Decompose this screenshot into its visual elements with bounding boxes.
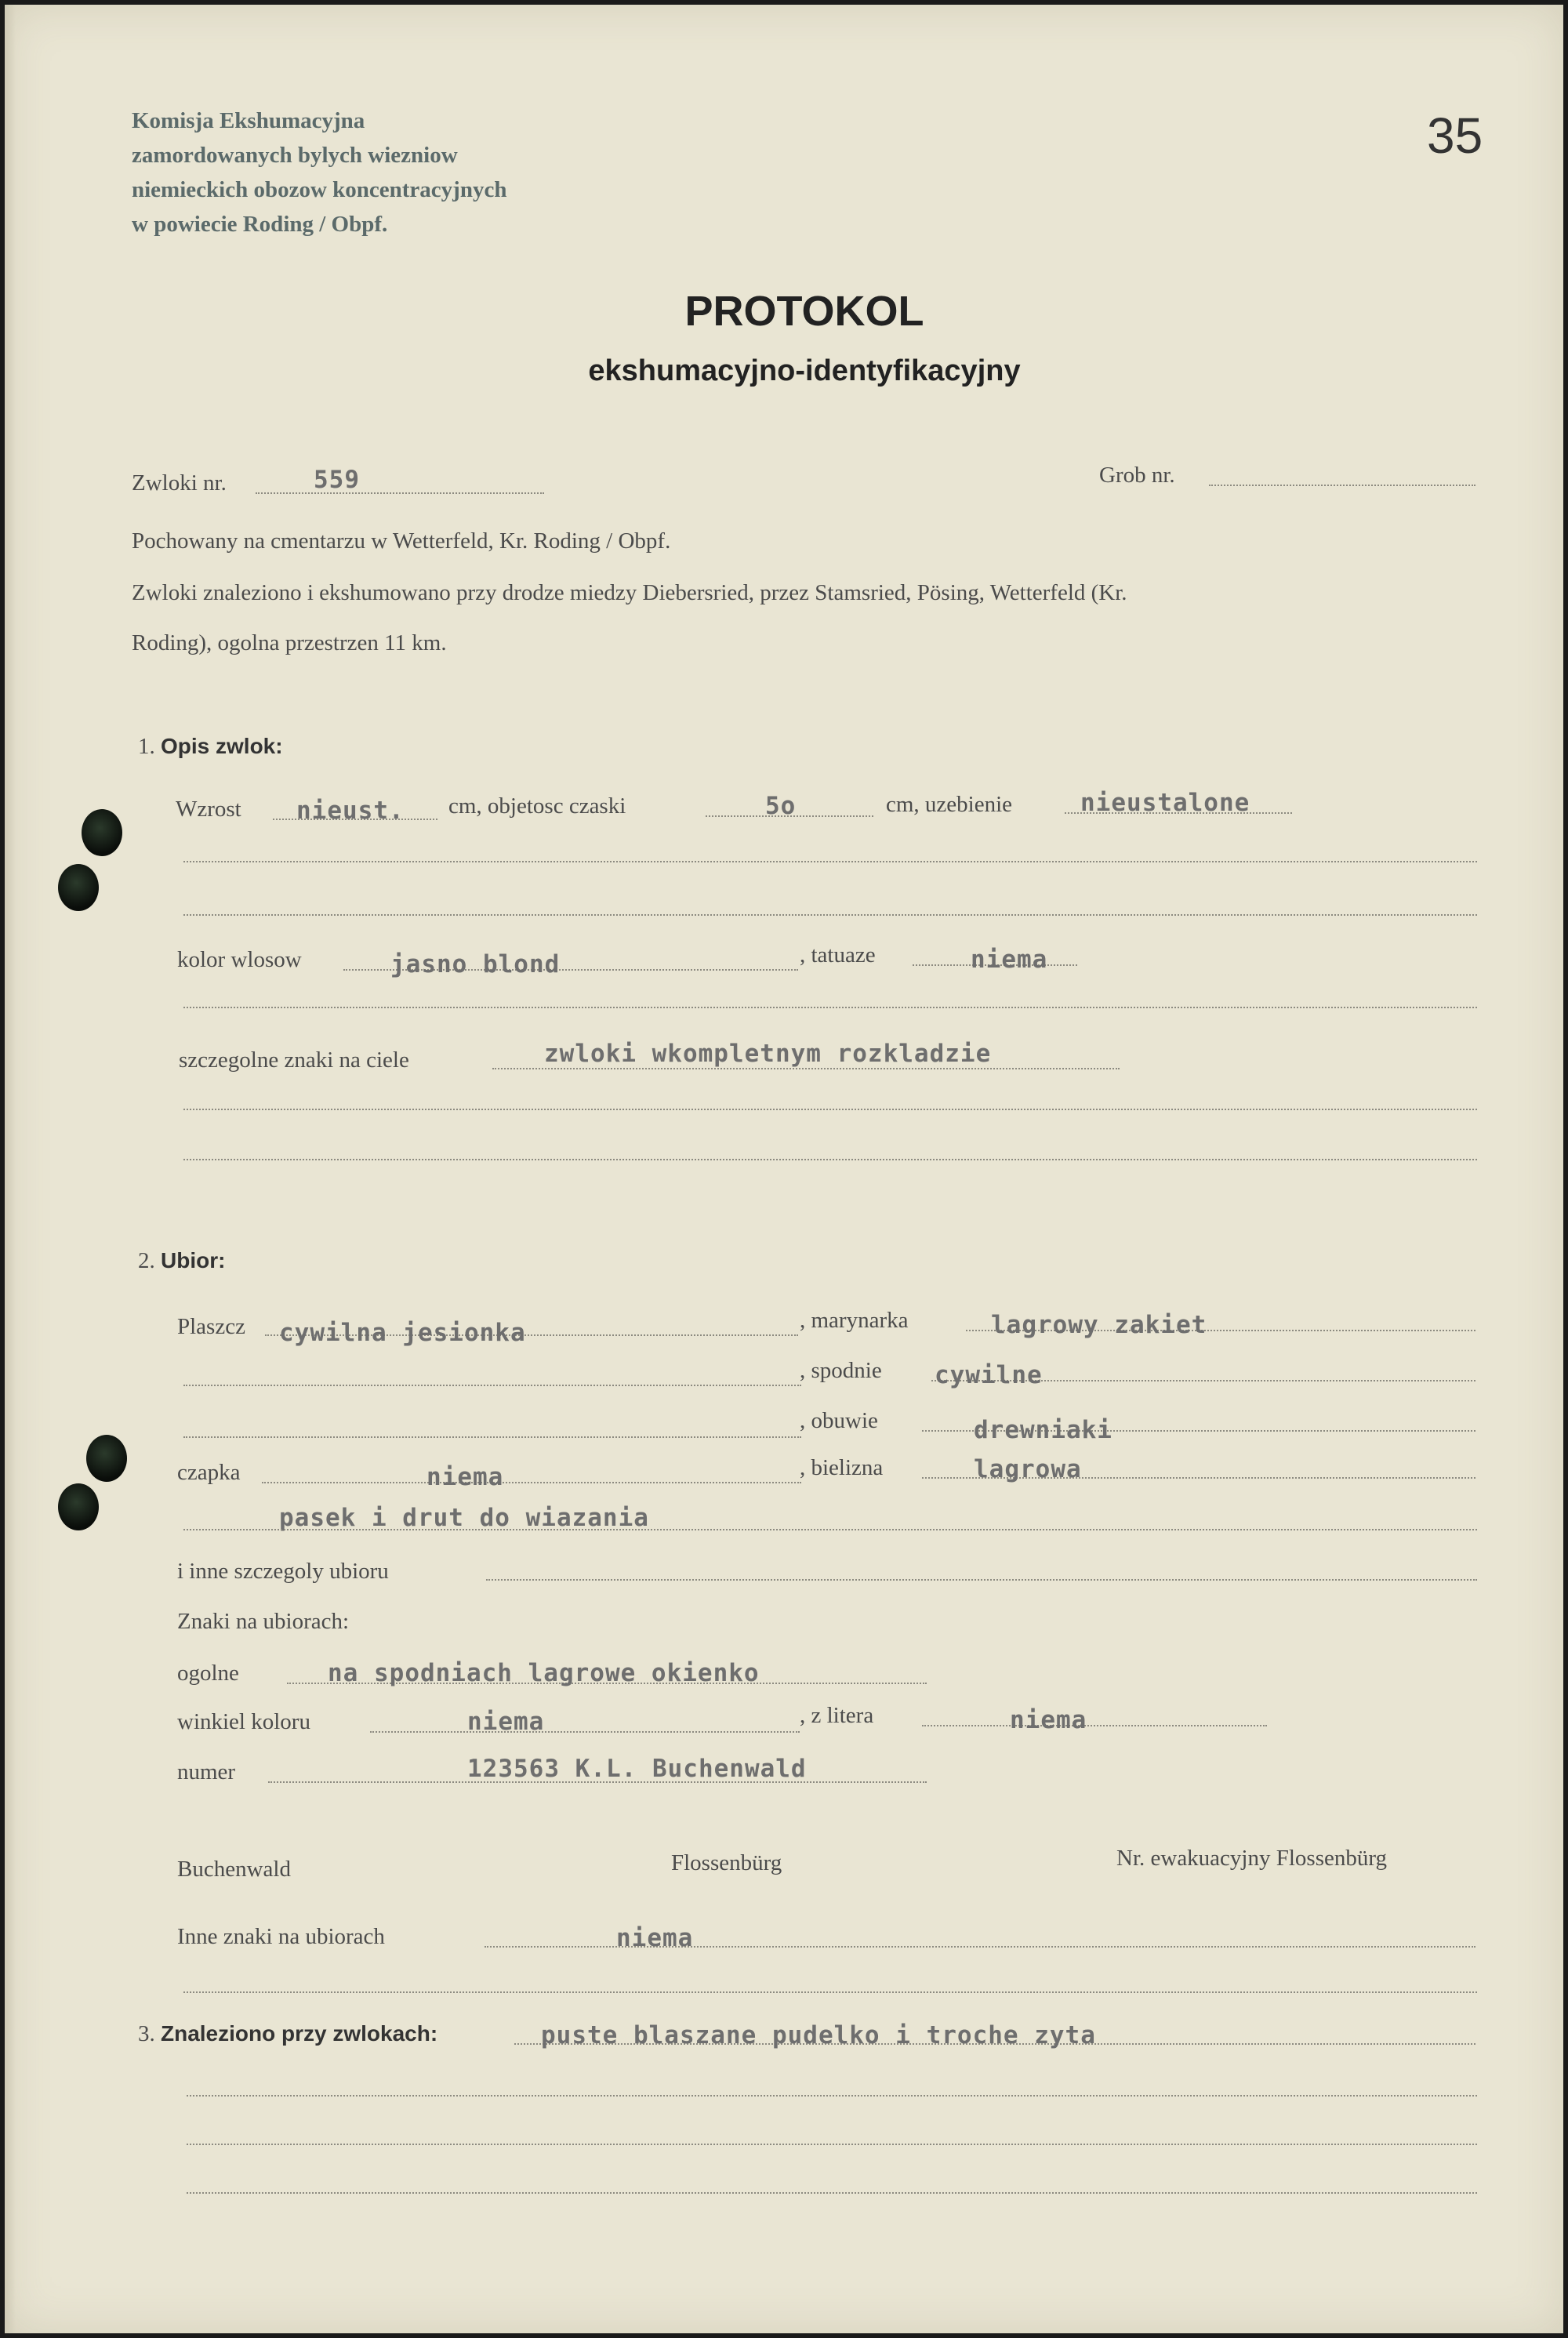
inne-szczegoly-line	[486, 1579, 1477, 1581]
document-page	[5, 5, 1563, 2333]
litera-value: niema	[1010, 1706, 1087, 1734]
punch-hole	[58, 864, 99, 911]
nr-ewakuacyjny-label: Nr. ewakuacyjny Flossenbürg	[1116, 1846, 1387, 1871]
blank-line	[183, 1007, 1477, 1008]
blank-line	[183, 1436, 801, 1438]
blank-line	[187, 2095, 1477, 2097]
blank-line	[183, 1385, 801, 1386]
buchenwald-label: Buchenwald	[177, 1857, 291, 1882]
spodnie-value: cywilne	[935, 1361, 1043, 1389]
org-line-2: zamordowanych bylych wiezniow	[132, 143, 458, 168]
org-line-4: w powiecie Roding / Obpf.	[132, 212, 388, 237]
plaszcz-label: Plaszcz	[177, 1314, 245, 1339]
czaszka-label: cm, objetosc czaski	[448, 793, 626, 819]
czapka-label: czapka	[177, 1460, 241, 1485]
section-2-number: 2.	[138, 1248, 155, 1273]
blank-line	[183, 861, 1477, 862]
czaszka-value: 5o	[765, 792, 797, 820]
page-title: PROTOKOL	[684, 288, 924, 335]
znaki-cialo-line	[492, 1068, 1120, 1069]
page-number: 35	[1427, 107, 1483, 164]
punch-hole	[58, 1483, 99, 1530]
numer-value: 123563 K.L. Buchenwald	[467, 1755, 807, 1783]
wzrost-label: Wzrost	[176, 797, 241, 822]
grob-line	[1209, 485, 1475, 486]
blank-line	[183, 1991, 1477, 1993]
tatuaze-label: , tatuaze	[800, 942, 876, 968]
plaszcz-value: cywilna jesionka	[279, 1319, 526, 1347]
spodnie-label: , spodnie	[800, 1358, 882, 1383]
bielizna-value: lagrowa	[974, 1455, 1082, 1483]
znaki-ubiory-header: Znaki na ubiorach:	[177, 1609, 350, 1634]
litera-line	[922, 1725, 1267, 1726]
ogolne-value: na spodniach lagrowe okienko	[328, 1659, 760, 1687]
litera-label: , z litera	[800, 1703, 874, 1728]
winkiel-line	[370, 1731, 800, 1733]
intro-line-1: Pochowany na cmentarzu w Wetterfeld, Kr. Roding / Obpf.	[132, 528, 671, 554]
section-1-title: Opis zwlok:	[161, 734, 283, 758]
intro-line-2: Zwloki znaleziono i ekshumowano przy drodze miedzy Diebersried, przez Stamsried, Pösing, Wetterfeld (Kr.	[132, 580, 1127, 605]
blank-line	[183, 1109, 1477, 1110]
section-3-value: puste blaszane pudelko i troche zyta	[541, 2021, 1096, 2049]
org-line-3: niemieckich obozow koncentracyjnych	[132, 177, 507, 202]
uzebienie-label: cm, uzebienie	[886, 792, 1013, 817]
inne-znaki-label: Inne znaki na ubiorach	[177, 1924, 385, 1949]
winkiel-value: niema	[467, 1708, 545, 1736]
inne-szczegoly-label: i inne szczegoly ubioru	[177, 1559, 389, 1584]
flossenburg-label: Flossenbürg	[671, 1850, 782, 1875]
section-1-number: 1.	[138, 734, 155, 759]
blank-line	[187, 2192, 1477, 2194]
czapka-line	[262, 1482, 801, 1483]
section-3-heading	[138, 2021, 437, 2047]
znaki-cialo-value: zwloki wkompletnym rozkladzie	[544, 1040, 992, 1068]
marynarka-value: lagrowy zakiet	[991, 1311, 1207, 1339]
intro-line-3: Roding), ogolna przestrzen 11 km.	[132, 630, 447, 655]
blank-line	[183, 1529, 1477, 1530]
extra-clothing-value: pasek i drut do wiazania	[279, 1504, 649, 1532]
kolor-value: jasno blond	[390, 950, 561, 978]
page-subtitle: ekshumacyjno-identyfikacyjny	[588, 354, 1021, 387]
punch-hole	[86, 1435, 127, 1482]
numer-label: numer	[177, 1759, 236, 1784]
bielizna-label: , bielizna	[800, 1455, 884, 1480]
section-3-title: Znaleziono przy zwlokach:	[161, 2021, 438, 2046]
blank-line	[183, 914, 1477, 916]
section-3-number: 3.	[138, 2021, 155, 2046]
punch-hole	[82, 809, 122, 856]
section-2-title: Ubior:	[161, 1248, 226, 1272]
section-1-heading	[138, 734, 283, 760]
znaki-cialo-label: szczegolne znaki na ciele	[179, 1047, 409, 1073]
zwloki-line	[256, 492, 544, 494]
kolor-label: kolor wlosow	[177, 947, 302, 972]
tatuaze-value: niema	[971, 946, 1048, 974]
uzebienie-value: nieustalone	[1080, 789, 1250, 817]
grob-label: Grob nr.	[1099, 463, 1175, 488]
czapka-value: niema	[426, 1463, 504, 1491]
wzrost-value: nieust.	[296, 797, 405, 825]
zwloki-value: 559	[314, 466, 360, 494]
org-line-1: Komisja Ekshumacyjna	[132, 108, 365, 133]
section-2-heading	[138, 1248, 225, 1274]
blank-line	[183, 1159, 1477, 1160]
blank-line	[187, 2144, 1477, 2145]
winkiel-label: winkiel koloru	[177, 1709, 310, 1734]
obuwie-value: drewniaki	[974, 1416, 1112, 1444]
obuwie-label: , obuwie	[800, 1408, 878, 1433]
zwloki-label: Zwloki nr.	[132, 470, 227, 496]
ogolne-label: ogolne	[177, 1661, 239, 1686]
marynarka-label: , marynarka	[800, 1308, 909, 1333]
inne-znaki-value: niema	[616, 1924, 694, 1952]
